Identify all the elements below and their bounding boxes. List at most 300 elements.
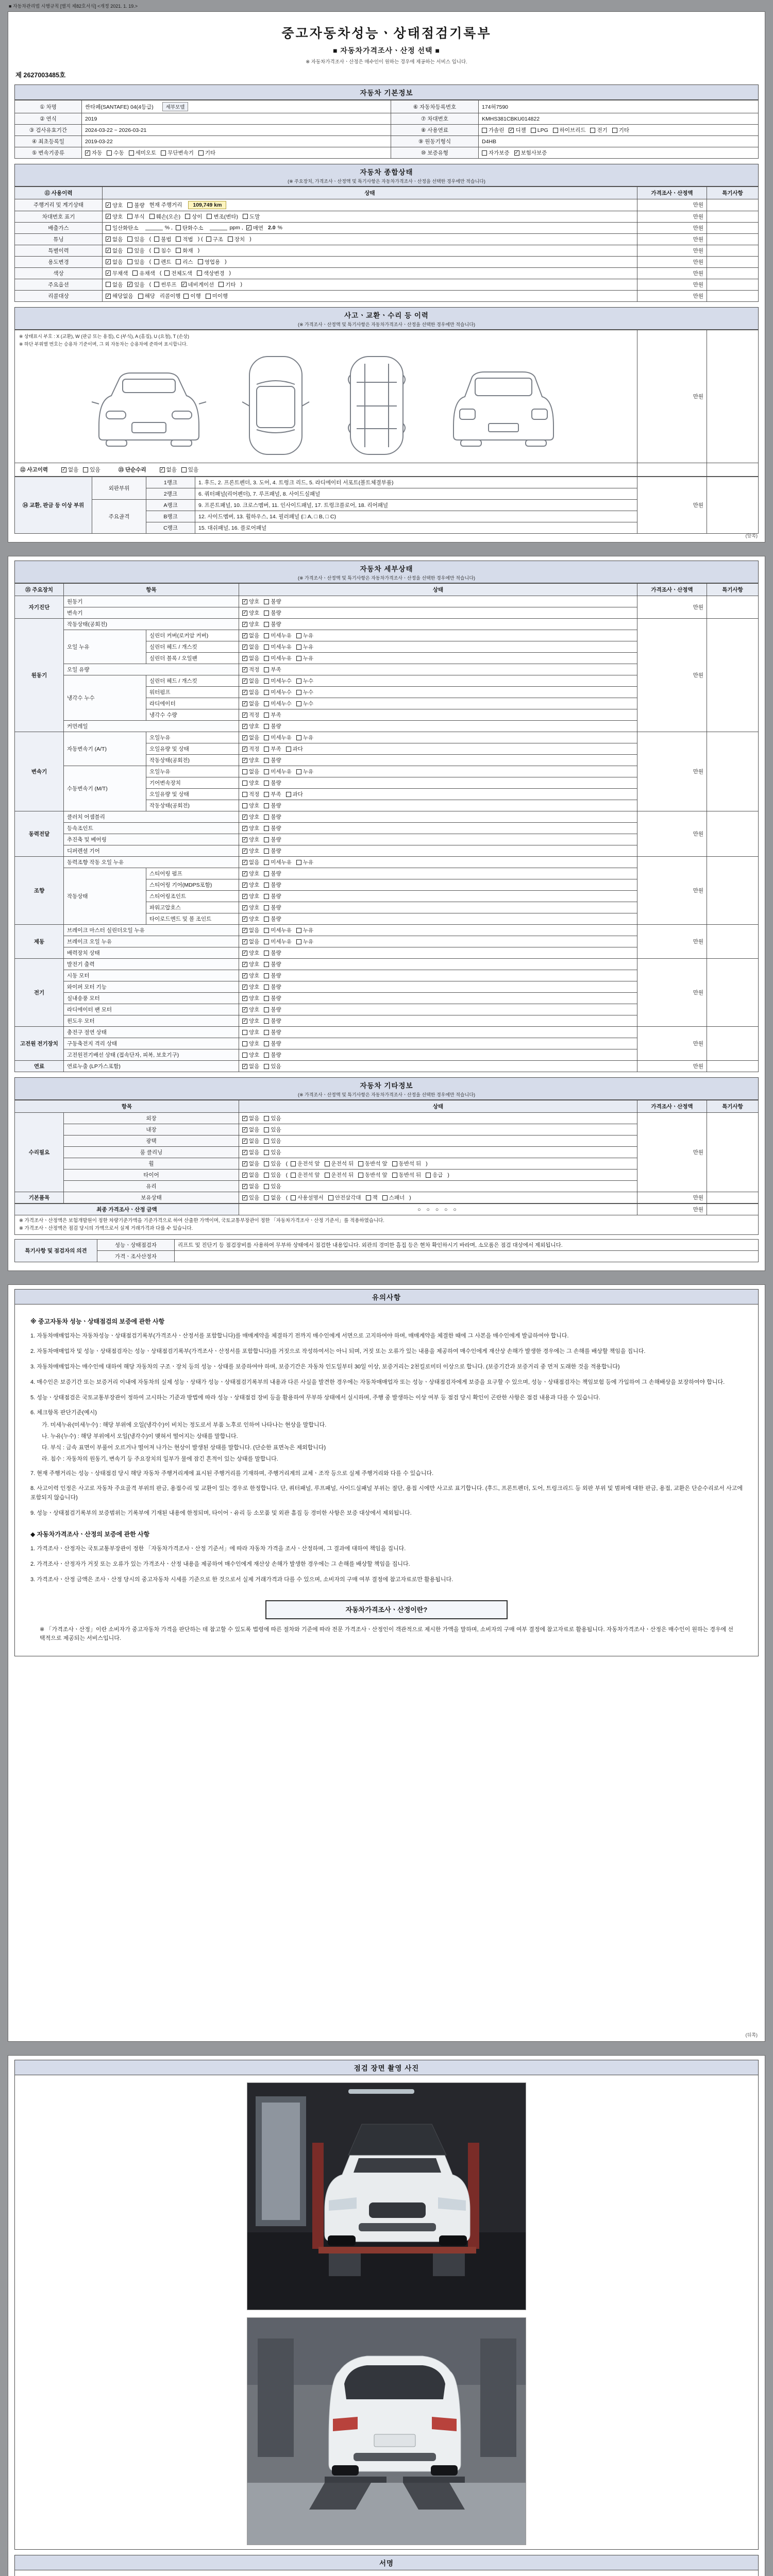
checkbox-불량[interactable] [264, 983, 281, 991]
misc-group-price: 만원 [637, 1113, 707, 1192]
mark-note-2: ※ 하단 부위별 번호는 승용차 기준이며, 그 외 자동차는 승용차에 준하여 표시합니다. [19, 342, 188, 347]
checkbox-양호[interactable] [106, 213, 123, 221]
checkbox-불량[interactable] [264, 972, 281, 979]
checkbox-렌트[interactable] [154, 258, 171, 266]
checkbox-양호[interactable] [242, 1028, 259, 1036]
checkbox-없음[interactable] [106, 258, 123, 266]
checkbox-디젤[interactable] [509, 126, 526, 134]
checkbox-group [106, 202, 149, 208]
checkbox-있음[interactable] [264, 1137, 281, 1145]
checkbox-미세누유[interactable] [264, 654, 292, 662]
row-state [239, 630, 637, 641]
item-label: 작동상태 [64, 868, 146, 925]
checkbox-해당없음[interactable] [106, 292, 133, 300]
checkbox-없음[interactable] [160, 466, 177, 473]
overall-col-device: ⑪ 사용이력 [15, 187, 103, 199]
checkbox-label: 없음 [249, 735, 260, 741]
group-note [707, 619, 759, 732]
checkbox-있음[interactable] [264, 1182, 281, 1190]
checkbox-무채색[interactable] [106, 269, 128, 277]
checkbox-색상변경[interactable] [197, 269, 225, 277]
checkbox-미세누유[interactable] [264, 632, 292, 639]
checkbox-없음[interactable] [242, 643, 259, 651]
checkbox-누수[interactable] [296, 677, 313, 685]
checkbox-기타[interactable] [198, 149, 215, 157]
rank-1-name: 1랭크 [146, 477, 195, 488]
checkbox-부족[interactable] [264, 711, 281, 719]
overall-col-price: 가격조사ㆍ산정액 [637, 187, 707, 199]
section-photos [14, 2060, 759, 2075]
checkbox-group [242, 791, 308, 798]
checkbox-부족[interactable] [264, 666, 281, 673]
checkbox-양호[interactable] [242, 756, 259, 764]
row-state [239, 947, 637, 959]
misc-item-state [239, 1192, 637, 1204]
checkbox-미세누유[interactable] [264, 938, 292, 945]
trans-options [82, 147, 391, 159]
opinion-table [14, 1239, 759, 1262]
checkbox-운전석 뒤[interactable] [325, 1171, 354, 1179]
checkbox-불량[interactable] [264, 892, 281, 900]
state-text: ) [447, 1172, 449, 1178]
checkbox-label: 적정 [249, 746, 260, 753]
exchange-row-1 [15, 477, 759, 488]
checkbox-box: ✓ [243, 1195, 247, 1200]
frame-label: 주요골격 [92, 500, 146, 534]
checkbox-group [106, 247, 149, 253]
checkbox-안전삼각대[interactable] [328, 1194, 361, 1201]
checkbox-label: 양호 [249, 621, 260, 628]
checkbox-있음[interactable] [264, 1114, 281, 1122]
checkbox-침수[interactable] [154, 247, 171, 255]
checkbox-탄화수소[interactable] [176, 224, 204, 232]
checkbox-적정[interactable] [242, 666, 259, 673]
notice-title: 유의사항 [372, 1293, 401, 1301]
checkbox-box [426, 1173, 431, 1178]
checkbox-양호[interactable] [242, 949, 259, 957]
checkbox-box [264, 611, 269, 616]
checkbox-해당[interactable] [138, 292, 155, 300]
checkbox-양호[interactable] [242, 609, 259, 617]
checkbox-불량[interactable] [127, 201, 144, 209]
checkbox-동반석 뒤[interactable] [392, 1160, 422, 1167]
rank-b-name: B랭크 [146, 511, 195, 522]
checkbox-누유[interactable] [296, 938, 313, 945]
row-state [239, 698, 637, 709]
checkbox-누유[interactable] [296, 858, 313, 866]
checkbox-불량[interactable] [264, 1040, 281, 1047]
checkbox-훼손(오손)[interactable] [149, 213, 181, 221]
checkbox-group [242, 735, 318, 741]
checkbox-label: 부족 [271, 746, 281, 753]
checkbox-적정[interactable] [242, 745, 259, 753]
checkbox-미세누수[interactable] [264, 700, 292, 707]
checkbox-있음[interactable] [264, 1148, 281, 1156]
checkbox-네비게이션[interactable] [181, 281, 214, 289]
checkbox-label: 안전삼각대 [334, 1195, 361, 1201]
checkbox-없음[interactable] [242, 1148, 259, 1156]
checkbox-box [264, 747, 269, 752]
checkbox-불량[interactable] [264, 994, 281, 1002]
checkbox-양호[interactable] [242, 892, 259, 900]
checkbox-누유[interactable] [296, 926, 313, 934]
trans-label: ⑤ 변속기종류 [15, 147, 82, 159]
checkbox-없음[interactable] [106, 281, 123, 289]
checkbox-label: 누유 [303, 859, 314, 866]
checkbox-양호[interactable] [242, 915, 259, 923]
checkbox-label: LPG [537, 127, 548, 133]
row-price: 만원 [637, 279, 707, 290]
checkbox-없음[interactable] [242, 938, 259, 945]
checkbox-누수[interactable] [296, 688, 313, 696]
checkbox-box: ✓ [243, 1115, 247, 1121]
checkbox-세미오토[interactable] [129, 149, 157, 157]
row-state [239, 743, 637, 755]
checkbox-양호[interactable] [242, 836, 259, 843]
checkbox-불량[interactable] [264, 756, 281, 764]
checkbox-label: 불량 [271, 916, 281, 923]
checkbox-label: 없음 [249, 859, 260, 866]
subitem-label: 워터펌프 [146, 687, 239, 698]
checkbox-label: 불량 [271, 848, 281, 855]
checkbox-적정[interactable] [242, 790, 259, 798]
checkbox-유채색[interactable] [132, 269, 155, 277]
misc-item-label: 룸 클리닝 [64, 1147, 239, 1158]
checkbox-하이브리드[interactable] [553, 126, 586, 134]
checkbox-box [325, 1173, 330, 1178]
checkbox-불량[interactable] [264, 915, 281, 923]
checkbox-label: 불량 [271, 780, 281, 787]
checkbox-동반석 뒤[interactable] [392, 1171, 422, 1179]
checkbox-불량[interactable] [264, 609, 281, 617]
checkbox-미세누유[interactable] [264, 768, 292, 775]
overall-row [15, 267, 759, 279]
checkbox-label: 불량 [271, 1018, 281, 1025]
checkbox-누유[interactable] [296, 643, 313, 651]
basic-row-5 [15, 147, 759, 159]
checkbox-없음[interactable] [242, 1126, 259, 1133]
checkbox-무단변속기[interactable] [161, 149, 194, 157]
checkbox-응급[interactable] [426, 1171, 443, 1179]
checkbox-불량[interactable] [264, 1006, 281, 1013]
row-state [239, 766, 637, 777]
checkbox-적법[interactable] [176, 235, 193, 243]
checkbox-양호[interactable] [242, 824, 259, 832]
checkbox-전체도색[interactable] [164, 269, 192, 277]
checkbox-동반석 앞[interactable] [358, 1171, 388, 1179]
checkbox-양호[interactable] [242, 904, 259, 911]
detail-col-price: 가격조사ㆍ산정액 [637, 584, 707, 596]
checkbox-box [264, 1139, 269, 1144]
group-note [707, 857, 759, 925]
checkbox-group [106, 236, 149, 242]
checkbox-전기[interactable] [590, 126, 607, 134]
checkbox-group [242, 995, 286, 1002]
item-label: 디퍼렌셜 기어 [64, 845, 239, 857]
checkbox-box [264, 1116, 269, 1121]
checkbox-있음[interactable] [127, 258, 144, 266]
checkbox-불량[interactable] [264, 824, 281, 832]
checkbox-미세누수[interactable] [264, 677, 292, 685]
checkbox-일산화탄소[interactable] [106, 224, 139, 232]
checkbox-양호[interactable] [242, 870, 259, 877]
checkbox-LPG[interactable] [531, 127, 548, 133]
checkbox-미세누유[interactable] [264, 643, 292, 651]
checkbox-스패너[interactable] [382, 1194, 405, 1201]
checkbox-있음[interactable] [264, 1126, 281, 1133]
checkbox-box [106, 225, 111, 230]
checkbox-box [291, 1161, 296, 1166]
overall-row [15, 256, 759, 267]
row-state [239, 732, 637, 743]
checkbox-label: 없음 [249, 644, 260, 651]
checkbox-있음[interactable] [181, 466, 198, 473]
checkbox-불량[interactable] [264, 722, 281, 730]
row-state [239, 664, 637, 675]
checkbox-양호[interactable] [242, 1006, 259, 1013]
checkbox-양호[interactable] [242, 994, 259, 1002]
checkbox-부식[interactable] [127, 213, 144, 221]
checkbox-양호[interactable] [242, 1040, 259, 1047]
checkbox-label: 해당 [144, 293, 155, 300]
checkbox-있음[interactable] [83, 466, 100, 473]
checkbox-누유[interactable] [296, 632, 313, 639]
checkbox-box [286, 792, 291, 797]
checkbox-기타[interactable] [612, 126, 629, 134]
checkbox-box [358, 1173, 363, 1178]
checkbox-있음[interactable] [127, 235, 144, 243]
checkbox-있음[interactable] [242, 1194, 259, 1201]
checkbox-group [106, 293, 160, 299]
checkbox-label: 스패너 [389, 1195, 405, 1201]
checkbox-없음[interactable] [242, 688, 259, 696]
checkbox-불량[interactable] [264, 836, 281, 843]
checkbox-과다[interactable] [286, 745, 303, 753]
checkbox-없음[interactable] [242, 926, 259, 934]
checkbox-없음[interactable] [264, 1194, 281, 1201]
checkbox-상이[interactable] [185, 213, 202, 221]
checkbox-양호[interactable] [242, 620, 259, 628]
misc-item-label: 휠 [64, 1158, 239, 1170]
checkbox-양호[interactable] [242, 972, 259, 979]
checkbox-label: 누유 [303, 644, 314, 651]
state-text: ( [149, 247, 152, 253]
checkbox-부족[interactable] [264, 745, 281, 753]
checkbox-미세누유[interactable] [264, 858, 292, 866]
checkbox-없음[interactable] [242, 858, 259, 866]
checkbox-양호[interactable] [242, 881, 259, 889]
checkbox-box: ✓ [243, 950, 247, 956]
checkbox-누수[interactable] [296, 700, 313, 707]
checkbox-변조(변타)[interactable] [207, 213, 238, 221]
checkbox-운전석 뒤[interactable] [325, 1160, 354, 1167]
checkbox-동반석 앞[interactable] [358, 1160, 388, 1167]
checkbox-label: 불량 [271, 995, 281, 1002]
checkbox-box: ✓ [243, 916, 247, 922]
checkbox-box: ✓ [509, 127, 514, 132]
state-text: ( [149, 259, 152, 265]
checkbox-리스[interactable] [176, 258, 193, 266]
checkbox-box [264, 599, 269, 604]
checkbox-없음[interactable] [106, 235, 123, 243]
checkbox-불량[interactable] [264, 620, 281, 628]
checkbox-부족[interactable] [264, 790, 281, 798]
checkbox-양호[interactable] [242, 1051, 259, 1059]
checkbox-label: 색상변경 [203, 270, 225, 277]
checkbox-없음[interactable] [242, 1062, 259, 1070]
checkbox-불량[interactable] [264, 847, 281, 855]
row-state [103, 222, 637, 233]
checkbox-없음[interactable] [242, 677, 259, 685]
section-basic-info [14, 84, 759, 100]
checkbox-미세누유[interactable] [264, 926, 292, 934]
checkbox-label: 양호 [249, 905, 260, 911]
checkbox-불량[interactable] [264, 949, 281, 957]
checkbox-미이행[interactable] [206, 292, 228, 300]
row-price: 만원 [637, 222, 707, 233]
checkbox-없음[interactable] [61, 466, 78, 473]
checkbox-불량[interactable] [264, 813, 281, 821]
checkbox-label: 있음 [271, 1127, 281, 1133]
checkbox-label: 운전석 앞 [297, 1161, 320, 1167]
checkbox-box: ✓ [243, 905, 247, 910]
checkbox-없음[interactable] [106, 247, 123, 255]
checkbox-box: ✓ [160, 467, 164, 472]
checkbox-label: 누유 [303, 735, 314, 741]
checkbox-label: 불량 [271, 973, 281, 979]
checkbox-구조[interactable] [206, 235, 223, 243]
row-state [239, 993, 637, 1004]
checkbox-label: 구조 [212, 236, 223, 243]
checkbox-box [553, 128, 558, 133]
checkbox-없음[interactable] [242, 768, 259, 775]
checkbox-label: 있음 [271, 1149, 281, 1156]
checkbox-없음[interactable] [242, 1160, 259, 1167]
checkbox-label: 과다 [292, 791, 303, 798]
checkbox-불법[interactable] [154, 235, 171, 243]
checkbox-양호[interactable] [242, 960, 259, 968]
checkbox-보험사보증[interactable] [514, 149, 547, 157]
outer-panel-label: 외판부위 [92, 477, 146, 500]
checkbox-없음[interactable] [242, 654, 259, 662]
checkbox-불량[interactable] [264, 1017, 281, 1025]
checkbox-있음[interactable] [264, 1062, 281, 1070]
checkbox-label: 불량 [271, 984, 281, 991]
checkbox-미세누유[interactable] [264, 734, 292, 741]
checkbox-영업용[interactable] [198, 258, 220, 266]
checkbox-미세누수[interactable] [264, 688, 292, 696]
checkbox-box [264, 622, 269, 627]
checkbox-group [242, 1161, 286, 1167]
checkbox-양호[interactable] [106, 201, 123, 209]
checkbox-box [242, 1053, 247, 1058]
checkbox-불량[interactable] [264, 779, 281, 787]
checkbox-운전석 앞[interactable] [291, 1171, 320, 1179]
row-state [239, 959, 637, 970]
repair-label: ⑬ 단순수리 [118, 467, 146, 473]
accident-history-row [15, 463, 759, 477]
checkbox-누유[interactable] [296, 734, 313, 741]
checkbox-이행[interactable] [183, 292, 200, 300]
checkbox-불량[interactable] [264, 904, 281, 911]
checkbox-box: ✓ [243, 995, 247, 1001]
checkbox-불량[interactable] [264, 870, 281, 877]
checkbox-불량[interactable] [264, 881, 281, 889]
checkbox-자동[interactable] [85, 149, 102, 157]
checkbox-기타[interactable] [219, 281, 236, 289]
checkbox-매연[interactable] [246, 224, 263, 232]
checkbox-있음[interactable] [127, 247, 144, 255]
checkbox-불량[interactable] [264, 802, 281, 809]
checkbox-양호[interactable] [242, 847, 259, 855]
checkbox-썬루프[interactable] [154, 281, 176, 289]
checkbox-box: ✓ [243, 961, 247, 967]
checkbox-label: 미세누유 [271, 644, 292, 651]
checkbox-장치[interactable] [228, 235, 245, 243]
checkbox-없음[interactable] [242, 700, 259, 707]
checkbox-불량[interactable] [264, 1051, 281, 1059]
checkbox-없음[interactable] [242, 632, 259, 639]
checkbox-잭[interactable] [366, 1194, 378, 1201]
checkbox-있음[interactable] [264, 1160, 281, 1167]
row-note [707, 245, 759, 256]
car-name-label: ① 차명 [15, 100, 82, 113]
checkbox-양호[interactable] [242, 779, 259, 787]
checkbox-group [106, 225, 143, 231]
checkbox-없음[interactable] [242, 734, 259, 741]
checkbox-적정[interactable] [242, 711, 259, 719]
checkbox-화재[interactable] [176, 247, 193, 255]
checkbox-없음[interactable] [242, 1137, 259, 1145]
checkbox-없음[interactable] [242, 1171, 259, 1179]
checkbox-label: 운전석 뒤 [331, 1172, 354, 1179]
checkbox-label: 부족 [271, 712, 281, 719]
checkbox-box: ✓ [243, 939, 247, 944]
checkbox-가솔린[interactable] [482, 126, 504, 134]
checkbox-양호[interactable] [242, 722, 259, 730]
checkbox-누유[interactable] [296, 768, 313, 775]
checkbox-양호[interactable] [242, 802, 259, 809]
checkbox-사용설명서[interactable] [291, 1194, 324, 1201]
checkbox-불량[interactable] [264, 598, 281, 605]
checkbox-있음[interactable] [264, 1171, 281, 1179]
checkbox-과다[interactable] [286, 790, 303, 798]
checkbox-수동[interactable] [107, 149, 124, 157]
checkbox-없음[interactable] [242, 1182, 259, 1190]
checkbox-양호[interactable] [242, 813, 259, 821]
checkbox-도말[interactable] [243, 213, 260, 221]
opinion-who-2: 가격ㆍ조사산정자 [97, 1250, 175, 1262]
checkbox-누유[interactable] [296, 654, 313, 662]
checkbox-불량[interactable] [264, 960, 281, 968]
checkbox-없음[interactable] [242, 1114, 259, 1122]
checkbox-자가보증[interactable] [482, 149, 510, 157]
checkbox-양호[interactable] [242, 1017, 259, 1025]
checkbox-box [264, 633, 269, 638]
checkbox-불량[interactable] [264, 1028, 281, 1036]
checkbox-group [106, 281, 149, 287]
checkbox-양호[interactable] [242, 598, 259, 605]
checkbox-양호[interactable] [242, 983, 259, 991]
inspect-label: ③ 검사유효기간 [15, 125, 82, 136]
checkbox-box [264, 1019, 269, 1024]
checkbox-운전석 앞[interactable] [291, 1160, 320, 1167]
checkbox-group [242, 893, 286, 900]
misc-item-state [239, 1113, 637, 1124]
checkbox-box [198, 259, 203, 264]
checkbox-있음[interactable] [127, 281, 144, 289]
checkbox-label: 불법 [161, 236, 172, 243]
